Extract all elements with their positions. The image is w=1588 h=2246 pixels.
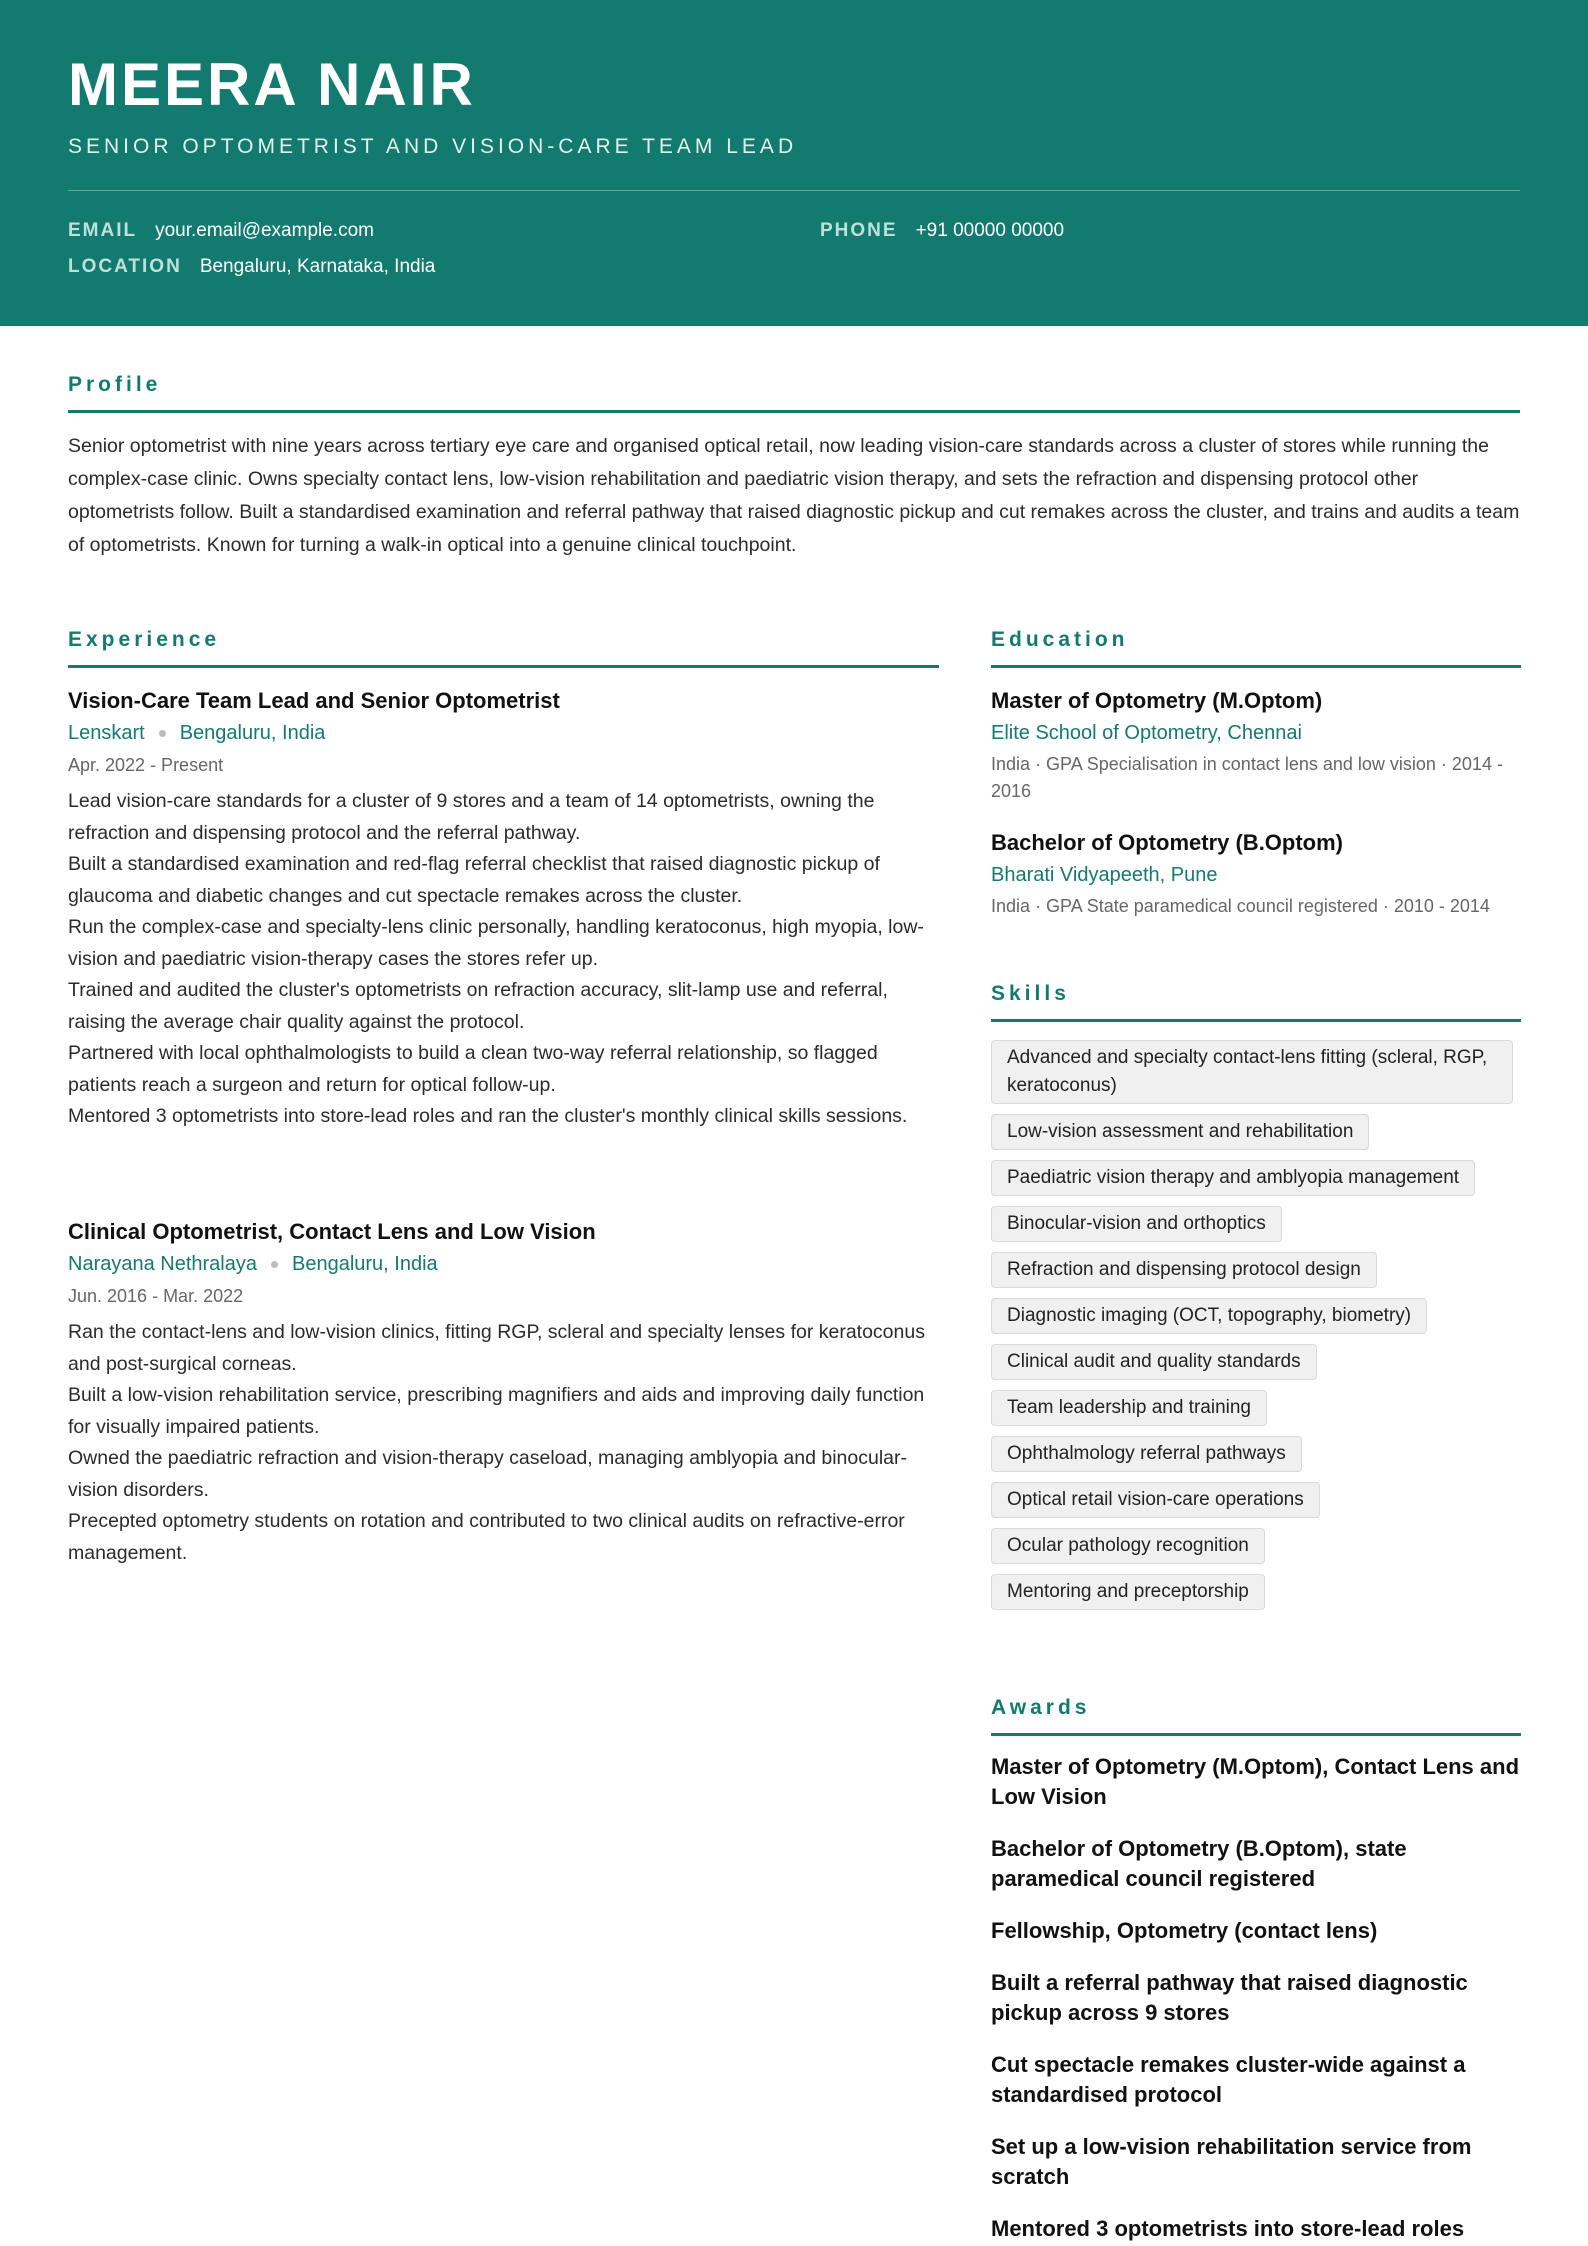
header-divider (68, 190, 1520, 191)
awards-divider (991, 1733, 1521, 1736)
skill-tag: Refraction and dispensing protocol design (991, 1252, 1377, 1288)
award-item: Bachelor of Optometry (B.Optom), state paramedical council registered (991, 1836, 1407, 1891)
job-location: Bengaluru, India (179, 722, 326, 744)
job-dates: Jun. 2016 - Mar. 2022 (68, 1286, 244, 1306)
skill-tag: Diagnostic imaging (OCT, topography, biometry) (991, 1298, 1427, 1334)
profile-divider (68, 410, 1520, 413)
awards-heading: Awards (991, 1696, 1091, 1719)
education-details: India · GPA Specialisation in contact lens and low vision · 2014 - 2016 (991, 754, 1503, 801)
job-bullet: Built a low-vision rehabilitation service, prescribing magnifiers and aids and improving daily function for visually impaired patients. (68, 1384, 925, 1438)
skill-tag: Mentoring and preceptorship (991, 1574, 1265, 1610)
education-school: Elite School of Optometry, Chennai (991, 722, 1302, 744)
job-bullet: Ran the contact-lens and low-vision clinics, fitting RGP, scleral and specialty lenses for keratoconus and post-surgical corneas. (68, 1321, 925, 1375)
award-item: Set up a low-vision rehabilitation service from scratch (991, 2134, 1472, 2189)
skill-tag: Team leadership and training (991, 1390, 1267, 1426)
skill-tag: Clinical audit and quality standards (991, 1344, 1317, 1380)
job-bullets (68, 1317, 948, 1569)
job-title: Clinical Optometrist, Contact Lens and Low Vision (68, 1219, 596, 1244)
skills-list (991, 1040, 1521, 1620)
location-label: LOCATION (68, 256, 182, 277)
skill-tag: Ocular pathology recognition (991, 1528, 1265, 1564)
job-dates: Apr. 2022 - Present (68, 755, 224, 775)
education-heading: Education (991, 628, 1129, 651)
contact-location (68, 254, 435, 280)
education-degree: Master of Optometry (M.Optom) (991, 688, 1323, 713)
phone-label: PHONE (820, 220, 898, 241)
job-bullet: Trained and audited the cluster's optometrists on refraction accuracy, slit-lamp use and referral, raising the average chair quality against the protocol. (68, 979, 888, 1033)
separator-dot (159, 730, 166, 737)
contact-phone (820, 218, 1064, 244)
job-employer (68, 719, 325, 747)
education-details: India · GPA State paramedical council registered · 2010 - 2014 (991, 896, 1490, 916)
skill-tag: Optical retail vision-care operations (991, 1482, 1320, 1518)
skills-divider (991, 1019, 1521, 1022)
job-location: Bengaluru, India (292, 1253, 438, 1275)
separator-dot (271, 1261, 278, 1268)
job-company: Lenskart (68, 722, 145, 744)
skill-tag: Ophthalmology referral pathways (991, 1436, 1302, 1472)
job-title: Vision-Care Team Lead and Senior Optometrist (68, 688, 560, 713)
experience-divider (68, 665, 939, 668)
email-value[interactable]: your.email@example.com (155, 220, 374, 241)
job-bullet: Partnered with local ophthalmologists to build a clean two-way referral relationship, so flagged patients reach a surgeon and return for optical follow-up. (68, 1042, 878, 1096)
skill-tag: Binocular-vision and orthoptics (991, 1206, 1282, 1242)
award-item: Fellowship, Optometry (contact lens) (991, 1918, 1378, 1943)
experience-heading: Experience (68, 628, 221, 651)
contact-email (68, 218, 374, 244)
awards-list (991, 1752, 1531, 2246)
email-label: EMAIL (68, 220, 138, 241)
candidate-name: MEERA NAIR (68, 51, 476, 118)
award-item: Master of Optometry (M.Optom), Contact Lens and Low Vision (991, 1754, 1520, 1809)
skill-tag: Low-vision assessment and rehabilitation (991, 1114, 1369, 1150)
skill-tag: Paediatric vision therapy and amblyopia management (991, 1160, 1475, 1196)
profile-heading: Profile (68, 373, 162, 396)
award-item: Built a referral pathway that raised diagnostic pickup across 9 stores (991, 1970, 1468, 2025)
award-item: Cut spectacle remakes cluster-wide against a standardised protocol (991, 2052, 1466, 2107)
phone-value[interactable]: +91 00000 00000 (915, 220, 1065, 241)
award-item: Mentored 3 optometrists into store-lead roles (991, 2216, 1465, 2241)
job-company: Narayana Nethralaya (68, 1253, 257, 1275)
education-school: Bharati Vidyapeeth, Pune (991, 864, 1218, 886)
job-bullet: Mentored 3 optometrists into store-lead roles and ran the cluster's monthly clinical skills sessions. (68, 1105, 908, 1127)
job-bullet: Owned the paediatric refraction and vision-therapy caseload, managing amblyopia and binocular-vision disorders. (68, 1447, 907, 1501)
education-divider (991, 665, 1521, 668)
candidate-headline: SENIOR OPTOMETRIST AND VISION-CARE TEAM LEAD (68, 135, 798, 158)
skills-heading: Skills (991, 982, 1070, 1005)
job-employer (68, 1250, 438, 1278)
education-degree: Bachelor of Optometry (B.Optom) (991, 830, 1344, 855)
job-bullet: Built a standardised examination and red-flag referral checklist that raised diagnostic pickup of glaucoma and diabetic changes and cut spectacle remakes across the cluster. (68, 853, 880, 907)
resume-header (0, 0, 1588, 326)
skill-tag: Advanced and specialty contact-lens fitting (scleral, RGP, keratoconus) (991, 1040, 1513, 1104)
job-bullet: Lead vision-care standards for a cluster of 9 stores and a team of 14 optometrists, owning the refraction and dispensing protocol and the referral pathway. (68, 790, 875, 844)
job-bullets (68, 786, 948, 1133)
job-bullet: Run the complex-case and specialty-lens clinic personally, handling keratoconus, high myopia, low-vision and paediatric vision-therapy cases the stores refer up. (68, 916, 924, 970)
location-value: Bengaluru, Karnataka, India (199, 256, 436, 277)
job-bullet: Precepted optometry students on rotation and contributed to two clinical audits on refractive-error management. (68, 1510, 905, 1564)
profile-summary: Senior optometrist with nine years across tertiary eye care and organised optical retail, now leading vision-care standards across a cluster of stores while running the complex-case clinic. Owns specialty contact lens, low-vision rehabilitation and paediatric vision therapy, and sets the refraction and dispensing protocol other optometrists follow. Built a standardised examination and referral pathway that raised diagnostic pickup and cut remakes across the cluster, and trains and audits a team of optometrists. Known for turning a walk-in optical into a genuine clinical touchpoint. (68, 435, 1520, 556)
